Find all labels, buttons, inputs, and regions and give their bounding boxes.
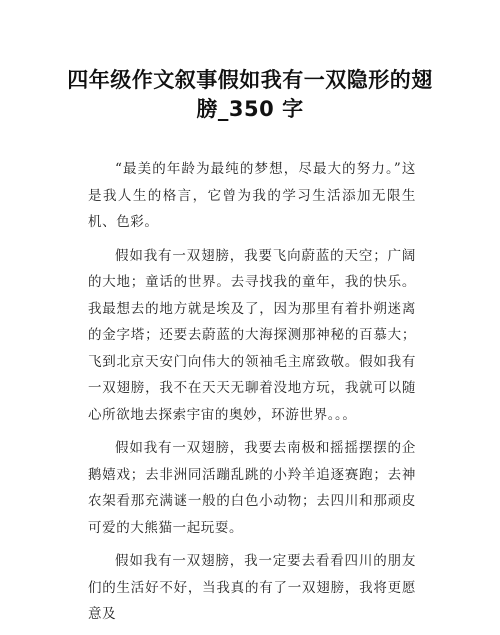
document-body	[88, 156, 416, 635]
paragraph-3: 假如我有一双翅膀，我要去南极和摇摇摆摆的企鹅嬉戏；去非洲同活蹦乱跳的小羚羊追逐赛跑；去神农架看那充满谜一般的白色小动物；去四川和那顽皮可爱的大熊猫一起玩耍。	[88, 440, 416, 536]
paragraph-1: “最美的年龄为最纯的梦想，尽最大的努力。”这是我人生的格言，它曾为我的学习生活添加无限生机、色彩。	[88, 161, 416, 230]
paragraph-2: 假如我有一双翅膀，我要飞向蔚蓝的天空；广阔的大地；童话的世界。去寻找我的童年，我的快乐。我最想去的地方就是埃及了，因为那里有着扑朔迷离的金字塔；还要去蔚蓝的大海探测那神秘的百慕大；飞到北京天安门向伟大的领袖毛主席致敬。假如我有一双翅膀，我不在天天无聊着没地方玩，我就可以随心所欲地去探索宇宙的奥妙，环游世界。。。	[88, 247, 416, 423]
paragraph-4: 假如我有一双翅膀，我一定要去看看四川的朋友们的生活好不好，当我真的有了一双翅膀，我将更愿意及	[88, 553, 416, 622]
document-title: 四年级作文叙事假如我有一双隐形的翅膀_350 字	[67, 68, 433, 121]
